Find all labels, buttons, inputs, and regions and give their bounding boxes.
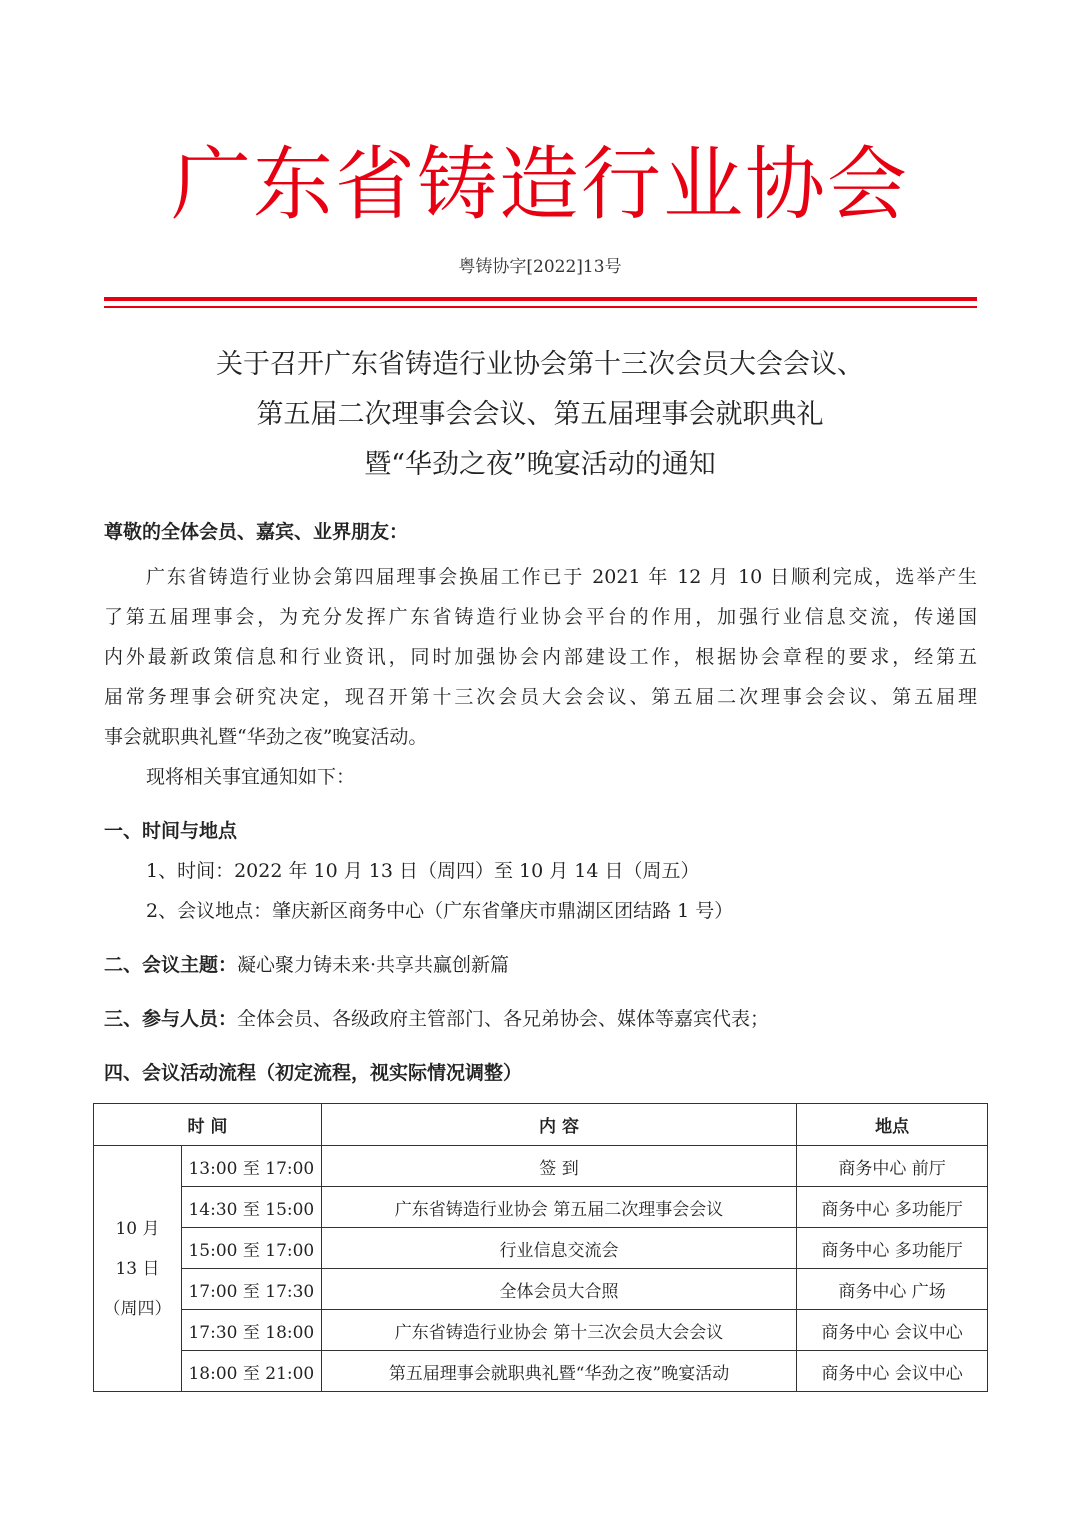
place-cell: 商务中心 会议中心 bbox=[797, 1310, 988, 1351]
intro-paragraph bbox=[104, 557, 977, 797]
date-month: 10 月 bbox=[115, 1218, 160, 1239]
section-3-title: 三、参与人员： bbox=[104, 1008, 238, 1030]
date-cell bbox=[94, 1146, 182, 1392]
place-cell: 商务中心 广场 bbox=[797, 1269, 988, 1310]
time-cell: 15:00 至 17:00 bbox=[181, 1228, 321, 1269]
table-row bbox=[94, 1269, 988, 1310]
time-cell: 17:30 至 18:00 bbox=[181, 1310, 321, 1351]
section-2-title: 二、会议主题： bbox=[104, 954, 238, 976]
section-3-text: 全体会员、各级政府主管部门、各兄弟协会、媒体等嘉宾代表； bbox=[237, 1008, 770, 1030]
notice-line: 现将相关事宜通知如下： bbox=[146, 766, 356, 788]
content-cell: 广东省铸造行业协会 第十三次会员大会会议 bbox=[321, 1310, 796, 1351]
place-cell: 商务中心 多功能厅 bbox=[797, 1187, 988, 1228]
section-1-item: 2、会议地点：肇庆新区商务中心（广东省肇庆市鼎湖区团结路 1 号） bbox=[146, 900, 734, 922]
time-cell: 13:00 至 17:00 bbox=[181, 1146, 321, 1187]
section-2-text: 凝心聚力铸未来·共享共赢创新篇 bbox=[237, 954, 510, 976]
content-cell: 广东省铸造行业协会 第五届二次理事会会议 bbox=[321, 1187, 796, 1228]
document-number: 粤铸协字[2022]13号 bbox=[458, 257, 622, 277]
red-divider-thick bbox=[104, 297, 977, 301]
section-3 bbox=[104, 999, 977, 1039]
paragraph-line: 事会就职典礼暨“华劲之夜”晚宴活动。 bbox=[104, 726, 428, 748]
table-row bbox=[94, 1351, 988, 1392]
table-row bbox=[94, 1228, 988, 1269]
table-row bbox=[94, 1310, 988, 1351]
section-1-title: 一、时间与地点 bbox=[104, 820, 238, 842]
table-header-row bbox=[94, 1104, 988, 1146]
place-cell: 商务中心 多功能厅 bbox=[797, 1228, 988, 1269]
date-weekday: （周四） bbox=[103, 1298, 172, 1319]
place-cell: 商务中心 会议中心 bbox=[797, 1351, 988, 1392]
content-cell: 行业信息交流会 bbox=[321, 1228, 796, 1269]
header-time: 时 间 bbox=[94, 1104, 322, 1146]
schedule-table bbox=[93, 1103, 988, 1392]
heading-line: 关于召开广东省铸造行业协会第十三次会员大会会议、 bbox=[216, 349, 864, 380]
paragraph-line: 届常务理事会研究决定，现召开第十三次会员大会会议、第五届二次理事会会议、第五届理 bbox=[104, 686, 977, 708]
section-2 bbox=[104, 945, 977, 985]
content-cell: 签 到 bbox=[321, 1146, 796, 1187]
heading-line: 第五届二次理事会会议、第五届理事会就职典礼 bbox=[256, 399, 824, 430]
paragraph-line: 了第五届理事会，为充分发挥广东省铸造行业协会平台的作用，加强行业信息交流，传递国 bbox=[104, 606, 977, 628]
table-row bbox=[94, 1187, 988, 1228]
paragraph-line: 内外最新政策信息和行业资讯，同时加强协会内部建设工作，根据协会章程的要求，经第五 bbox=[104, 646, 977, 668]
paragraph-line: 广东省铸造行业协会第四届理事会换届工作已于 2021 年 12 月 10 日顺利完成，选举产生 bbox=[146, 566, 977, 588]
heading-line: 暨“华劲之夜”晚宴活动的通知 bbox=[364, 449, 716, 480]
time-cell: 14:30 至 15:00 bbox=[181, 1187, 321, 1228]
section-4-title: 四、会议活动流程（初定流程，视实际情况调整） bbox=[104, 1062, 523, 1084]
section-1-item: 1、时间：2022 年 10 月 13 日（周四）至 10 月 14 日（周五） bbox=[146, 860, 700, 882]
notice-heading bbox=[0, 340, 1080, 490]
table-row bbox=[94, 1146, 988, 1187]
header-place: 地点 bbox=[797, 1104, 988, 1146]
content-cell: 第五届理事会就职典礼暨“华劲之夜”晚宴活动 bbox=[321, 1351, 796, 1392]
place-cell: 商务中心 前厅 bbox=[797, 1146, 988, 1187]
date-day: 13 日 bbox=[115, 1258, 160, 1279]
salutation: 尊敬的全体会员、嘉宾、业界朋友： bbox=[104, 521, 409, 543]
red-divider-thin bbox=[104, 306, 977, 308]
org-title: 广东省铸造行业协会 bbox=[171, 138, 909, 231]
content-cell: 全体会员大合照 bbox=[321, 1269, 796, 1310]
time-cell: 18:00 至 21:00 bbox=[181, 1351, 321, 1392]
header-content: 内 容 bbox=[321, 1104, 796, 1146]
time-cell: 17:00 至 17:30 bbox=[181, 1269, 321, 1310]
